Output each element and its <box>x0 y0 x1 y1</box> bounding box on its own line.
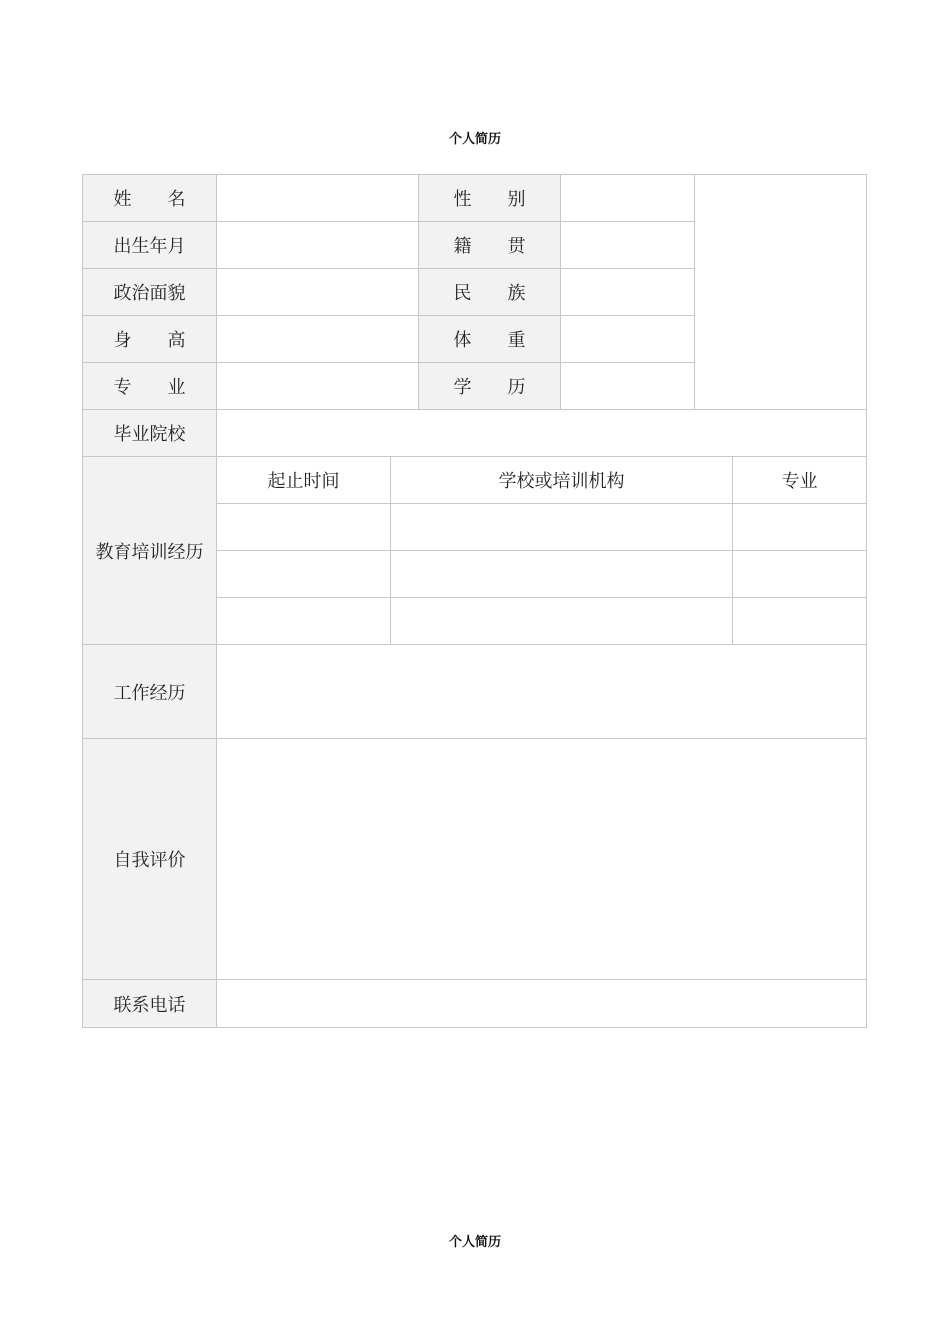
edu-row2-period[interactable] <box>217 551 391 598</box>
edu-row3-period[interactable] <box>217 598 391 645</box>
value-degree[interactable] <box>561 363 695 410</box>
value-work[interactable] <box>217 645 867 739</box>
edu-row3-institution[interactable] <box>391 598 733 645</box>
edu-row1-period[interactable] <box>217 504 391 551</box>
value-weight[interactable] <box>561 316 695 363</box>
value-school[interactable] <box>217 410 867 457</box>
label-birth: 出生年月 <box>83 222 217 269</box>
label-phone: 联系电话 <box>83 980 217 1028</box>
label-gender: 性 别 <box>419 175 561 222</box>
edu-row1-institution[interactable] <box>391 504 733 551</box>
edu-row1-major[interactable] <box>733 504 867 551</box>
value-self-eval[interactable] <box>217 739 867 980</box>
edu-header-major: 专业 <box>733 457 867 504</box>
resume-table <box>82 174 867 1028</box>
label-native-place: 籍 贯 <box>419 222 561 269</box>
label-name: 姓 名 <box>83 175 217 222</box>
label-major: 专 业 <box>83 363 217 410</box>
value-ethnic[interactable] <box>561 269 695 316</box>
label-political: 政治面貌 <box>83 269 217 316</box>
value-gender[interactable] <box>561 175 695 222</box>
value-political[interactable] <box>217 269 419 316</box>
edu-header-institution: 学校或培训机构 <box>391 457 733 504</box>
value-native-place[interactable] <box>561 222 695 269</box>
edu-row2-institution[interactable] <box>391 551 733 598</box>
label-education: 教育培训经历 <box>83 457 217 645</box>
label-ethnic: 民 族 <box>419 269 561 316</box>
label-self-eval: 自我评价 <box>83 739 217 980</box>
value-birth[interactable] <box>217 222 419 269</box>
page-header-title: 个人简历 <box>448 132 501 147</box>
edu-row3-major[interactable] <box>733 598 867 645</box>
label-work: 工作经历 <box>83 645 217 739</box>
value-phone[interactable] <box>217 980 867 1028</box>
edu-row2-major[interactable] <box>733 551 867 598</box>
label-degree: 学 历 <box>419 363 561 410</box>
photo-area[interactable] <box>695 175 867 410</box>
value-name[interactable] <box>217 175 419 222</box>
page-footer-title: 个人简历 <box>448 1235 501 1250</box>
label-weight: 体 重 <box>419 316 561 363</box>
edu-header-period: 起止时间 <box>217 457 391 504</box>
value-major[interactable] <box>217 363 419 410</box>
label-height: 身 高 <box>83 316 217 363</box>
label-school: 毕业院校 <box>83 410 217 457</box>
value-height[interactable] <box>217 316 419 363</box>
